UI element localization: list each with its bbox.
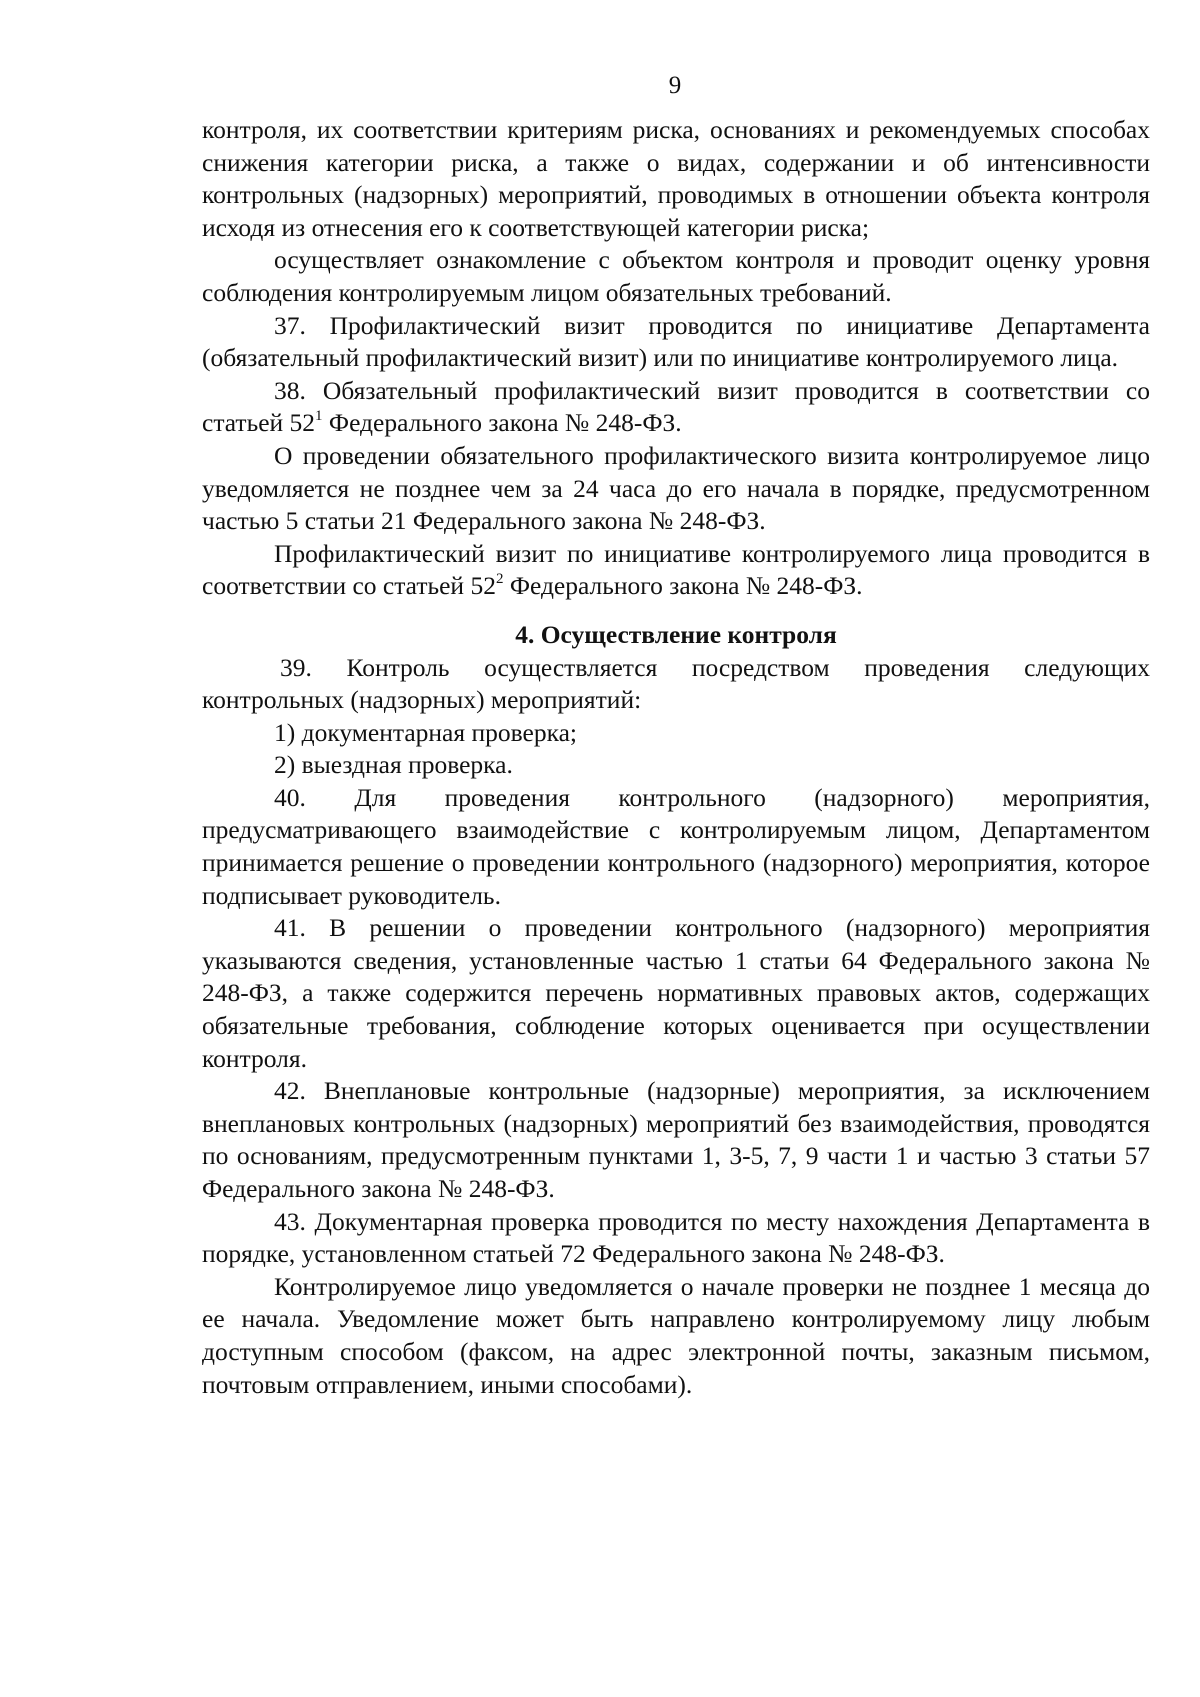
paragraph-familiarization: осуществляет ознакомление с объектом контроля и проводит оценку уровня соблюдения контролируемым лицом обязательных требований. xyxy=(202,245,1150,307)
paragraph-38-initiative-text: Профилактический визит по инициативе контролируемого лица проводится в соответствии со статьей 52 xyxy=(202,538,1150,601)
paragraph-40: 40. Для проведения контрольного (надзорного) мероприятия, предусматривающего взаимодействие с контролируемым лицом, Департаментом принимается решение о проведении контрольного (надзорного) мероприятия, которое подписывает руководитель. xyxy=(202,782,1150,910)
paragraph-38-text: 38. Обязательный профилактический визит проводится в соответствии со статьей 52 xyxy=(202,375,1150,438)
list-item-1: 1) документарная проверка; xyxy=(274,717,577,747)
paragraph-42: 42. Внеплановые контрольные (надзорные) мероприятия, за исключением внеплановых контрольных (надзорных) мероприятий без взаимодействия, проводятся по основаниям, предусмотренным пунктами 1, 3-5, 7, 9 части 1 и частью 3 статьи 57 Федерального закона № 248-ФЗ. xyxy=(202,1076,1150,1203)
paragraph-38-initiative-text-end: Федерального закона № 248-ФЗ. xyxy=(503,571,863,601)
paragraph-43-notice: Контролируемое лицо уведомляется о начале проверки не позднее 1 месяца до ее начала. Уведомление может быть направлено контролируемому лицу любым доступным способом (факсом, на адрес электронной почты, заказным письмом, почтовым отправлением, иными способами). xyxy=(202,1271,1150,1399)
paragraph-43: 43. Документарная проверка проводится по месту нахождения Департамента в порядке, установленном статьей 72 Федерального закона № 248-ФЗ. xyxy=(202,1206,1150,1269)
paragraph-41: 41. В решении о проведении контрольного (надзорного) мероприятия указываются сведения, установленные частью 1 статьи 64 Федерального закона № 248-ФЗ, а также содержится перечень нормативных правовых актов, содержащих обязательные требования, соблюдение которых оценивается при осуществлении контроля. xyxy=(202,913,1150,1073)
paragraph-39: 39. Контроль осуществляется посредством проведения следующих контрольных (надзорных) мероприятий: xyxy=(202,652,1150,715)
page-number: 9 xyxy=(668,72,682,99)
paragraph-38 xyxy=(202,375,1150,440)
list-item-2: 2) выездная проверка. xyxy=(274,750,513,780)
paragraph-37: 37. Профилактический визит проводится по инициативе Департамента (обязательный профилактический визит) или по инициативе контролируемого лица. xyxy=(202,310,1150,373)
paragraph-38-notice: О проведении обязательного профилактического визита контролируемое лицо уведомляется не позднее чем за 24 часа до его начала в порядке, предусмотренном частью 5 статьи 21 Федерального закона № 248-ФЗ. xyxy=(202,440,1150,536)
document-body xyxy=(202,114,1150,1401)
paragraph-38-text-end: Федерального закона № 248-ФЗ. xyxy=(322,408,682,438)
section-heading: 4. Осуществление контроля xyxy=(515,619,837,649)
paragraph-38-initiative xyxy=(202,538,1150,603)
superscript-1: 1 xyxy=(315,408,323,425)
paragraph-continuation: контроля, их соответствии критериям риска, основаниях и рекомендуемых способах снижения категории риска, а также о видах, содержании и об интенсивности контрольных (надзорных) мероприятий, проводимых в отношении объекта контроля исходя из отнесения его к соответствующей категории риска; xyxy=(202,115,1150,242)
superscript-2: 2 xyxy=(495,571,504,588)
